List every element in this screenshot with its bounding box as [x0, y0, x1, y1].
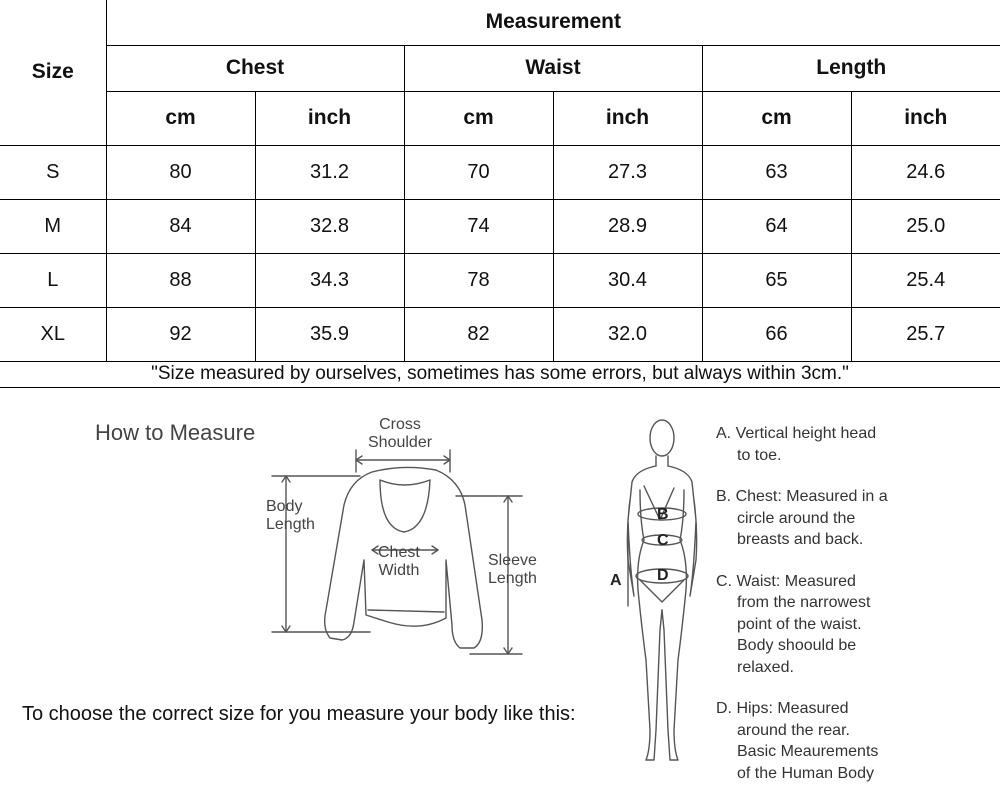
- marker-c: C: [657, 532, 669, 549]
- table-header-row: [0, 0, 1000, 45]
- legend-lead: C. Waist: Measured: [716, 572, 856, 590]
- table-cell: 25.0: [851, 199, 1000, 253]
- cross-shoulder-label: [368, 416, 432, 452]
- group-header-length: Length: [702, 45, 1000, 91]
- table-cell: 74: [404, 199, 553, 253]
- measurement-legend: [716, 423, 996, 804]
- group-header-row: [0, 45, 1000, 91]
- legend-item-d: [716, 698, 996, 784]
- marker-a: A: [610, 572, 622, 589]
- unit-header: inch: [553, 91, 702, 145]
- label-line: Sleeve: [488, 552, 537, 569]
- legend-line: of the Human Body: [737, 764, 874, 782]
- unit-header-row: [0, 91, 1000, 145]
- table-row: [0, 199, 1000, 253]
- body-length-label: [266, 498, 315, 534]
- size-cell: L: [0, 253, 106, 307]
- group-header-chest: Chest: [106, 45, 404, 91]
- label-line: Width: [378, 562, 420, 579]
- table-cell: 27.3: [553, 145, 702, 199]
- table-cell: 78: [404, 253, 553, 307]
- legend-line: around the rear.: [737, 721, 850, 739]
- legend-lead: A. Vertical height head: [716, 425, 877, 442]
- table-cell: 25.4: [851, 253, 1000, 307]
- table-cell: 25.7: [851, 307, 1000, 361]
- label-line: Length: [488, 570, 537, 587]
- table-cell: 92: [106, 307, 255, 361]
- size-cell: S: [0, 145, 106, 199]
- size-cell: M: [0, 199, 106, 253]
- legend-lead: B. Chest: Measured in a: [716, 488, 888, 505]
- marker-b: B: [657, 506, 669, 523]
- legend-line: from the narrowest: [737, 594, 871, 611]
- legend-line: Basic Meaurements: [737, 743, 879, 760]
- measure-instruction-caption: To choose the correct size for you measure your body like this:: [22, 703, 576, 725]
- table-cell: 64: [702, 199, 851, 253]
- table-cell: 28.9: [553, 199, 702, 253]
- legend-lead: D. Hips: Measured: [716, 700, 849, 717]
- table-cell: 65: [702, 253, 851, 307]
- label-line: Shoulder: [368, 434, 433, 451]
- chest-width-label: [378, 544, 420, 580]
- measurement-header: Measurement: [106, 0, 1000, 45]
- table-cell: 88: [106, 253, 255, 307]
- table-cell: 32.8: [255, 199, 404, 253]
- table-cell: 35.9: [255, 307, 404, 361]
- marker-d: D: [657, 567, 669, 584]
- table-cell: 34.3: [255, 253, 404, 307]
- table-cell: 66: [702, 307, 851, 361]
- table-row: [0, 145, 1000, 199]
- table-cell: 63: [702, 145, 851, 199]
- label-line: Chest: [378, 544, 420, 561]
- legend-item-a: [716, 423, 996, 466]
- legend-item-b: [716, 486, 996, 551]
- size-chart-table: [0, 0, 1000, 388]
- unit-header: cm: [106, 91, 255, 145]
- label-line: Length: [266, 516, 315, 533]
- legend-line: point of the waist.: [737, 615, 862, 633]
- label-line: Body: [266, 498, 303, 515]
- unit-header: cm: [404, 91, 553, 145]
- legend-line: breasts and back.: [737, 531, 864, 548]
- size-cell: XL: [0, 307, 106, 361]
- table-cell: 84: [106, 199, 255, 253]
- table-cell: 82: [404, 307, 553, 361]
- table-row: [0, 253, 1000, 307]
- note-row: [0, 361, 1000, 387]
- unit-header: cm: [702, 91, 851, 145]
- unit-header: inch: [255, 91, 404, 145]
- legend-line: circle around the: [737, 509, 856, 527]
- table-row: [0, 307, 1000, 361]
- size-note: "Size measured by ourselves, sometimes has some errors, but always within 3cm.": [0, 361, 1000, 387]
- sleeve-length-label: [488, 552, 537, 588]
- legend-line: relaxed.: [737, 658, 794, 676]
- table-cell: 70: [404, 145, 553, 199]
- how-to-measure-title: How to Measure: [95, 420, 256, 445]
- table-cell: 32.0: [553, 307, 702, 361]
- label-line: Cross: [379, 416, 421, 433]
- legend-line: Body shoould be: [737, 637, 857, 654]
- unit-header: inch: [851, 91, 1000, 145]
- legend-line: to toe.: [737, 446, 782, 464]
- table-cell: 30.4: [553, 253, 702, 307]
- size-header: Size: [0, 0, 106, 145]
- group-header-waist: Waist: [404, 45, 702, 91]
- table-cell: 31.2: [255, 145, 404, 199]
- table-cell: 80: [106, 145, 255, 199]
- table-cell: 24.6: [851, 145, 1000, 199]
- legend-item-c: [716, 571, 996, 679]
- body-figure-illustration: [600, 410, 710, 794]
